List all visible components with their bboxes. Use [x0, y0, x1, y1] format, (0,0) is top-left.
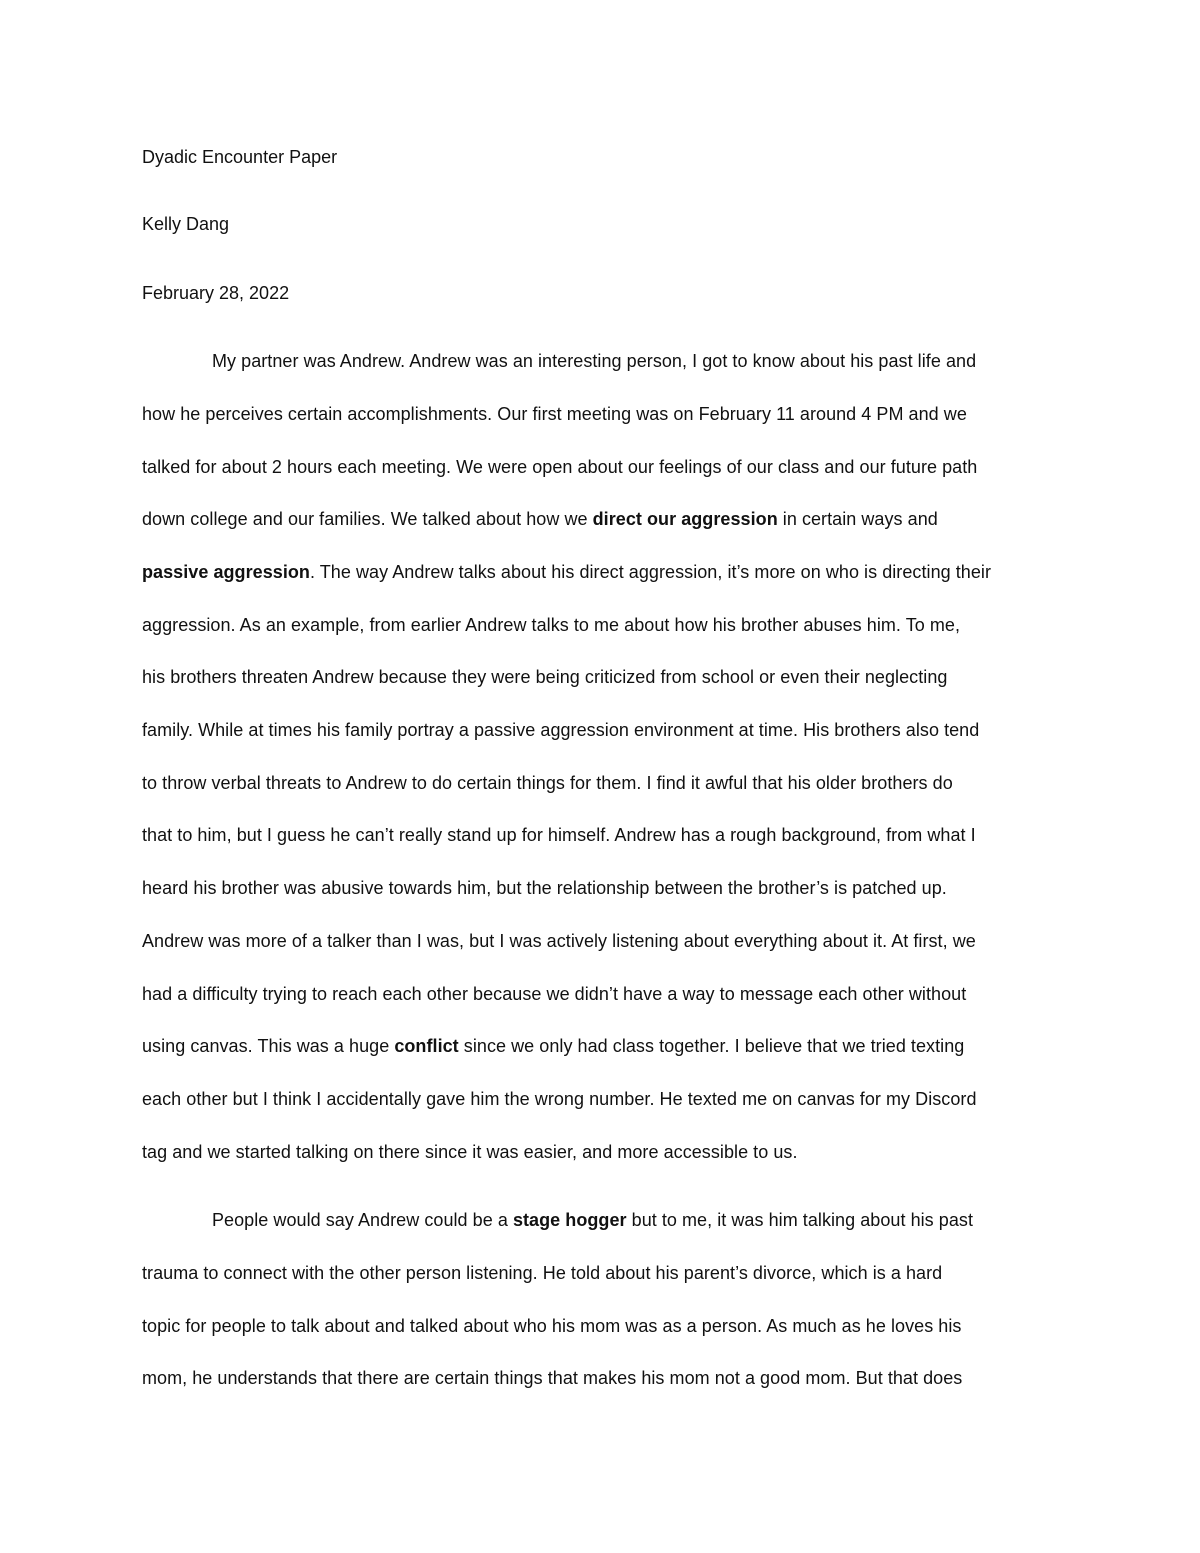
text-segment: topic for people to talk about and talked about who his mom was as a person. As much as he loves his: [142, 1316, 962, 1336]
text-segment: family. While at times his family portray a passive aggression environment at time. His brothers also tend: [142, 720, 980, 740]
text-segment: to throw verbal threats to Andrew to do certain things for them. I find it awful that his older brothers do: [142, 773, 953, 793]
paragraph-line: [142, 1314, 961, 1338]
paragraph-line: [142, 982, 966, 1006]
bold-term: stage hogger: [512, 1210, 627, 1230]
paragraph-line: [142, 402, 967, 426]
paragraph-line: [142, 560, 991, 584]
text-segment: down college and our families. We talked about how we: [142, 509, 593, 529]
bold-term: conflict: [394, 1036, 459, 1056]
paragraph-line: [142, 455, 977, 479]
paragraph-line: [142, 1366, 962, 1390]
paragraph-line: [142, 876, 947, 900]
text-segment: aggression. As an example, from earlier Andrew talks to me about how his brother abuses him. To me,: [142, 615, 961, 635]
text-segment: using canvas. This was a huge: [142, 1036, 395, 1056]
text-segment: mom, he understands that there are certain things that makes his mom not a good mom. But that does: [142, 1368, 963, 1388]
bold-term: direct our aggression: [592, 509, 778, 529]
text-segment: talked for about 2 hours each meeting. We were open about our feelings of our class and our future path: [142, 457, 978, 477]
document-title: Dyadic Encounter Paper: [142, 147, 338, 167]
paragraph-line: [142, 1261, 942, 1285]
text-segment: trauma to connect with the other person listening. He told about his parent’s divorce, which is a hard: [142, 1263, 943, 1283]
text-segment: that to him, but I guess he can’t really stand up for himself. Andrew has a rough background, from what I: [142, 825, 976, 845]
text-segment: his brothers threaten Andrew because they were being criticized from school or even their neglecting: [142, 667, 948, 687]
paragraph-line: [142, 1034, 964, 1058]
text-segment: but to me, it was him talking about his past: [626, 1210, 973, 1230]
paragraph-line: [142, 929, 976, 953]
paragraph-line: [142, 771, 953, 795]
text-segment: tag and we started talking on there since it was easier, and more accessible to us.: [142, 1142, 798, 1162]
paragraph-line: [212, 349, 976, 373]
text-segment: heard his brother was abusive towards him, but the relationship between the brother’s is patched up.: [142, 878, 947, 898]
bold-term: passive aggression: [142, 562, 310, 582]
paragraph-line: [142, 823, 976, 847]
text-segment: Andrew was more of a talker than I was, but I was actively listening about everything about it. At first, we: [142, 931, 976, 951]
paragraph-line: [142, 1087, 977, 1111]
paragraph-line: [142, 507, 938, 531]
text-segment: since we only had class together. I believe that we tried texting: [458, 1036, 965, 1056]
author-name: Kelly Dang: [142, 214, 230, 234]
document-date: February 28, 2022: [142, 283, 290, 303]
text-segment: . The way Andrew talks about his direct aggression, it’s more on who is directing their: [309, 562, 992, 582]
text-segment: My partner was Andrew. Andrew was an interesting person, I got to know about his past life and: [212, 351, 977, 371]
paragraph-line: [212, 1208, 973, 1232]
text-segment: in certain ways and: [777, 509, 938, 529]
paragraph-line: [142, 665, 947, 689]
text-segment: how he perceives certain accomplishments. Our first meeting was on February 11 around 4 PM and we: [142, 404, 967, 424]
text-segment: People would say Andrew could be a: [212, 1210, 513, 1230]
paragraph-line: [142, 613, 960, 637]
paragraph-line: [142, 718, 979, 742]
text-segment: each other but I think I accidentally gave him the wrong number. He texted me on canvas for my Discord: [142, 1089, 977, 1109]
text-segment: had a difficulty trying to reach each other because we didn’t have a way to message each other without: [142, 984, 967, 1004]
paragraph-line: [142, 1140, 798, 1164]
